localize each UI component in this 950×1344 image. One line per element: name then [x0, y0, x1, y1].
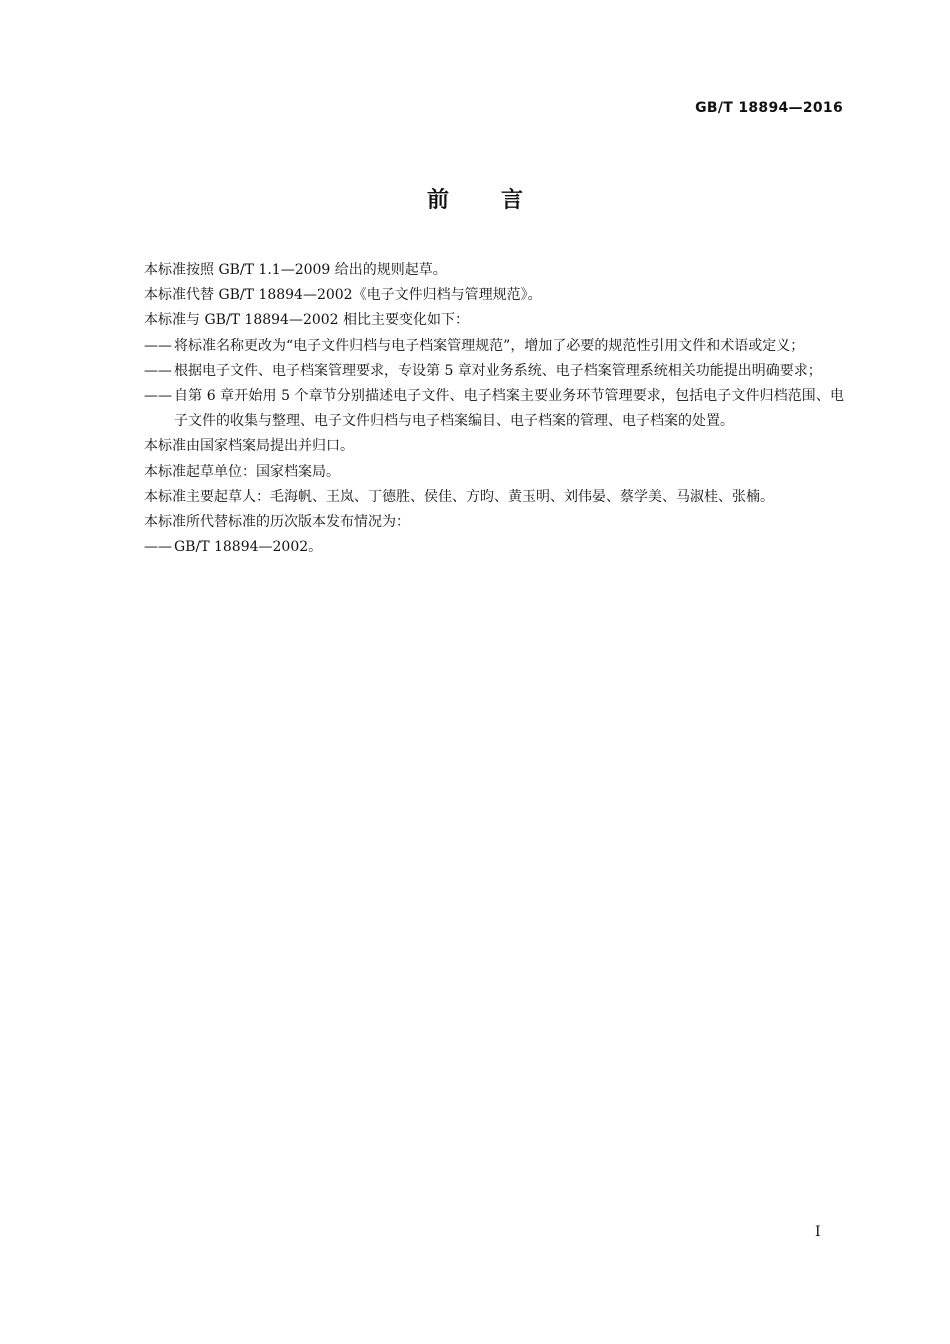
list-item-text: 自第 6 章开始用 5 个章节分别描述电子文件、电子档案主要业务环节管理要求，包括电子文件归档范围、电子文件的收集与整理、电子文件归档与电子档案编目、电子档案的管理、电子档案的处置。	[174, 388, 844, 430]
list-item-history-1	[144, 535, 844, 560]
paragraph-replaces: 本标准代替 GB/T 18894—2002《电子文件归档与管理规范》。	[144, 287, 542, 304]
title-char-2: 言	[501, 188, 524, 213]
page-title	[0, 183, 950, 214]
list-dash: ——	[144, 362, 172, 379]
list-dash: ——	[144, 388, 172, 405]
paragraph-changes-intro: 本标准与 GB/T 18894—2002 相比主要变化如下：	[144, 312, 470, 329]
list-dash: ——	[144, 539, 172, 556]
paragraph-drafters: 本标准主要起草人：毛海帆、王岚、丁德胜、侯佳、方昀、黄玉明、刘伟晏、蔡学美、马淑桂、张楠。	[144, 488, 774, 505]
paragraph-drafting-rules: 本标准按照 GB/T 1.1—2009 给出的规则起草。	[144, 262, 447, 278]
list-item-change-1	[144, 334, 844, 359]
list-item-text: GB/T 18894—2002。	[174, 539, 323, 556]
paragraph-drafting-unit: 本标准起草单位：国家档案局。	[144, 463, 340, 480]
list-item-text: 根据电子文件、电子档案管理要求，专设第 5 章对业务系统、电子档案管理系统相关功能提出明确要求；	[174, 362, 822, 379]
document-code: GB/T 18894—2016	[695, 100, 843, 116]
foreword-body	[144, 258, 844, 560]
list-item-text: 将标准名称更改为“电子文件归档与电子档案管理规范”，增加了必要的规范性引用文件和术语或定义；	[174, 337, 805, 354]
list-item-change-2	[144, 359, 844, 384]
list-dash: ——	[144, 337, 172, 354]
page-number: I	[815, 1224, 821, 1240]
list-item-change-3	[144, 384, 844, 434]
title-char-1: 前	[426, 188, 449, 213]
paragraph-proposer: 本标准由国家档案局提出并归口。	[144, 438, 354, 455]
paragraph-history-intro: 本标准所代替标准的历次版本发布情况为：	[144, 514, 410, 531]
